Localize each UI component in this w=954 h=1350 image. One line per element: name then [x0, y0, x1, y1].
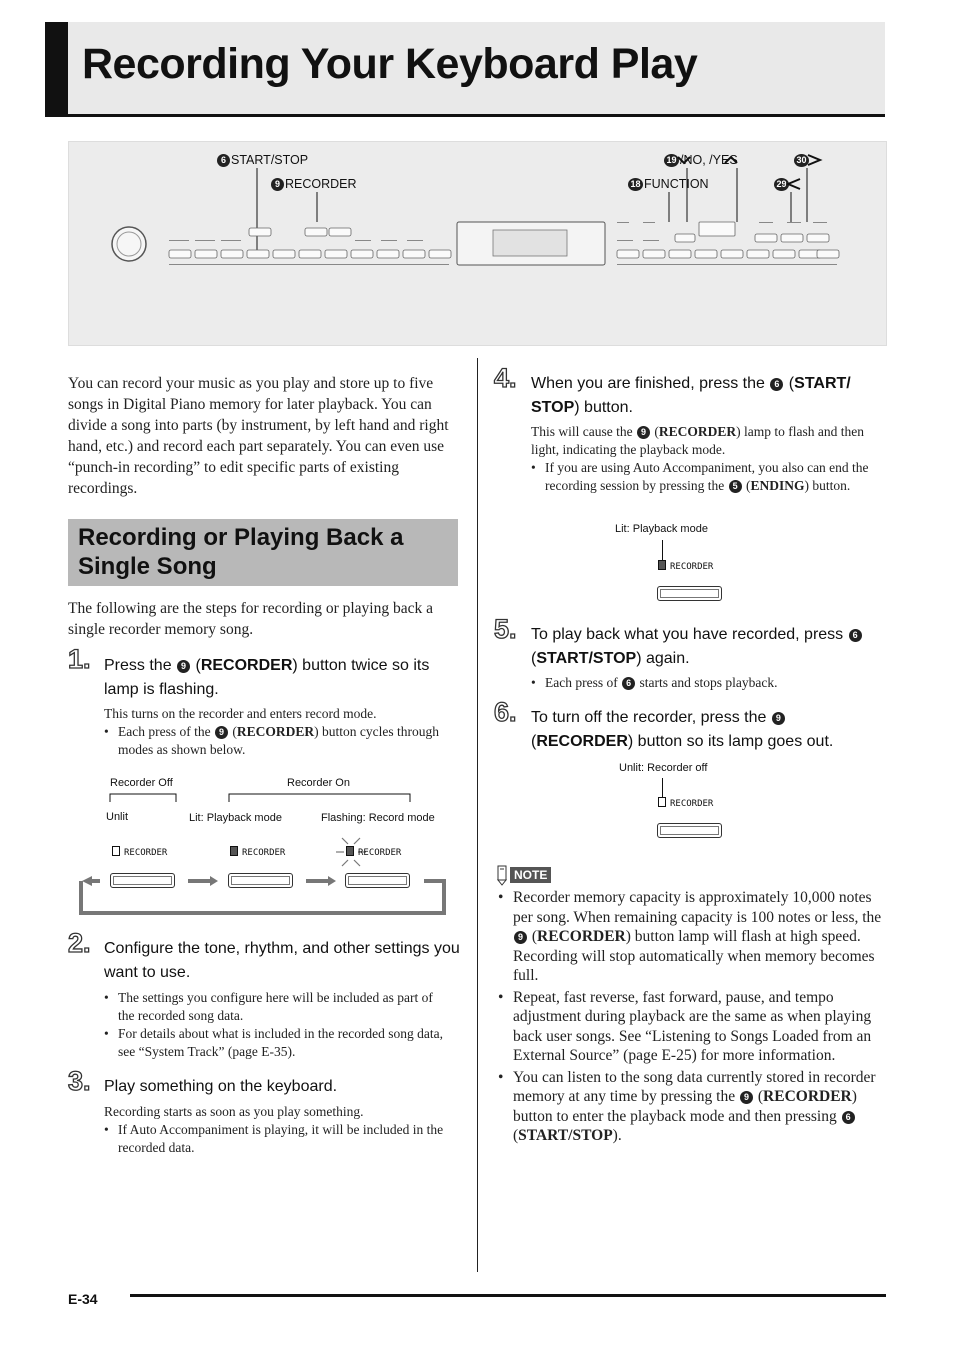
- flashing-record-label: Flashing: Record mode: [321, 812, 435, 824]
- title-bar: [45, 22, 885, 117]
- step-3-number: 3.: [68, 1066, 91, 1096]
- page-number: E-34: [68, 1291, 98, 1307]
- lit-diagram-label: Lit: Playback mode: [615, 523, 708, 535]
- note-item: • Repeat, fast reverse, fast forward, pause, and tempo adjustment during playback are the same as when playing back user songs. See “Listening to Songs Loaded from an External Source” (page E-25) for more information.: [498, 988, 888, 1066]
- lamp-icon: [658, 560, 666, 570]
- lit-diagram-button: [657, 586, 722, 601]
- step-5-details: • Each press of 6 starts and stops playback.: [531, 674, 883, 692]
- lamp-icon: [230, 846, 238, 856]
- page-title: Recording Your Keyboard Play: [82, 40, 698, 88]
- step-2-instruction: Configure the tone, rhythm, and other settings you want to use.: [104, 940, 460, 981]
- unlit-diagram-button: [657, 823, 722, 838]
- no-yes-callout: 19 /NO, /YES: [663, 153, 738, 167]
- recorder-lit-indicator: RECORDER: [230, 846, 285, 858]
- step-1-number: 1.: [68, 644, 91, 674]
- unlit-label: Unlit: [106, 811, 129, 823]
- step-2-details: • The settings you configure here will be included as part of the recorded song data. • For details about what is included in the recorded song data, see “System Track” (page E-35).: [104, 989, 450, 1061]
- function-callout: 18 FUNCTION: [627, 177, 709, 191]
- lit-playback-label: Lit: Playback mode: [189, 812, 282, 824]
- right-arrow-icon: [808, 155, 820, 165]
- column-divider: [477, 358, 478, 1272]
- recorder-callout: 9 RECORDER: [270, 177, 357, 191]
- recorder-unlit-indicator: RECORDER: [112, 846, 167, 858]
- footer-rule: [130, 1294, 886, 1297]
- panel-drawing: [69, 142, 886, 345]
- step-6-instruction: To turn off the recorder, press the 9 (RECORDER) button so its lamp goes out.: [531, 709, 834, 750]
- note-badge: NOTE: [495, 864, 551, 886]
- unlit-diagram-indicator: RECORDER: [658, 797, 713, 809]
- recorder-button-lit: [228, 873, 293, 888]
- step-4-details: This will cause the 9 (RECORDER) lamp to flash and then light, indicating the playback mode. • If you are using Auto Accompaniment, you also can end the recording session by pressing the 5 (ENDING) button.: [531, 423, 883, 495]
- step-3-instruction: Play something on the keyboard.: [104, 1078, 338, 1095]
- step-5-instruction: To play back what you have recorded, press 6 (START/STOP) again.: [531, 623, 891, 671]
- step-1-instruction: Press the 9 (RECORDER) button twice so its lamp is flashing.: [104, 657, 430, 698]
- step-4-instruction: When you are finished, press the 6 (START/ STOP) button.: [531, 375, 851, 416]
- section-intro: The following are the steps for recording or playing back a single recorder memory song.: [68, 600, 433, 638]
- note-item: • You can listen to the song data currently stored in recorder memory at any time by pressing the 9 (RECORDER) button to enter the playback mode and then pressing 6 (START/STOP).: [498, 1068, 888, 1146]
- start-stop-callout: 6 START/STOP: [216, 153, 308, 167]
- step-3-details: Recording starts as soon as you play something. • If Auto Accompaniment is playing, it will be included in the recorded data.: [104, 1103, 450, 1157]
- section-title: Recording or Playing Back a Single Song: [78, 524, 404, 580]
- lamp-icon: [346, 846, 354, 856]
- lit-diagram-indicator: RECORDER: [658, 560, 713, 572]
- down-arrow-icon: [678, 157, 690, 163]
- lamp-icon: [658, 797, 666, 807]
- keyboard-panel-illustration: [68, 141, 887, 346]
- step-6-number: 6.: [494, 697, 517, 727]
- step-4-number: 4.: [494, 363, 517, 393]
- section-header: [68, 519, 458, 586]
- recorder-flashing-indicator: RECORDER: [346, 846, 401, 858]
- left-arrow-callout: 29: [773, 177, 790, 191]
- up-arrow-icon: [725, 157, 737, 163]
- step-5-number: 5.: [494, 614, 517, 644]
- title-accent-block: [45, 22, 68, 114]
- lit-diagram-leader: [662, 540, 663, 562]
- recorder-button-off: [110, 873, 175, 888]
- right-arrow-callout: 30: [793, 153, 810, 167]
- lamp-icon: [112, 846, 120, 856]
- step-1-details: This turns on the recorder and enters record mode. • Each press of the 9 (RECORDER) button cycles through modes as shown below.: [104, 705, 460, 759]
- recorder-on-label: Recorder On: [287, 777, 350, 789]
- recorder-button-flashing: [345, 873, 410, 888]
- note-pencil-icon: [495, 864, 509, 886]
- note-list: [498, 888, 888, 1148]
- note-item: • Recorder memory capacity is approximately 10,000 notes per song. When remaining capacity is 100 notes or less, the 9 (RECORDER) button lamp will flash at high speed. Recording will stop automatically when memory becomes full.: [498, 888, 888, 986]
- intro-paragraph: You can record your music as you play and store up to five songs in Digital Piano memory for later playback. You can divide a song into parts (by instrument, by left hand and right hand, etc.) and record each part separately. You can even use “punch-in recording” to edit specific parts of existing recordings.: [68, 375, 449, 497]
- recorder-off-label: Recorder Off: [110, 777, 173, 789]
- left-arrow-icon: [788, 179, 800, 189]
- unlit-diagram-label: Unlit: Recorder off: [619, 762, 708, 774]
- step-2-number: 2.: [68, 928, 91, 958]
